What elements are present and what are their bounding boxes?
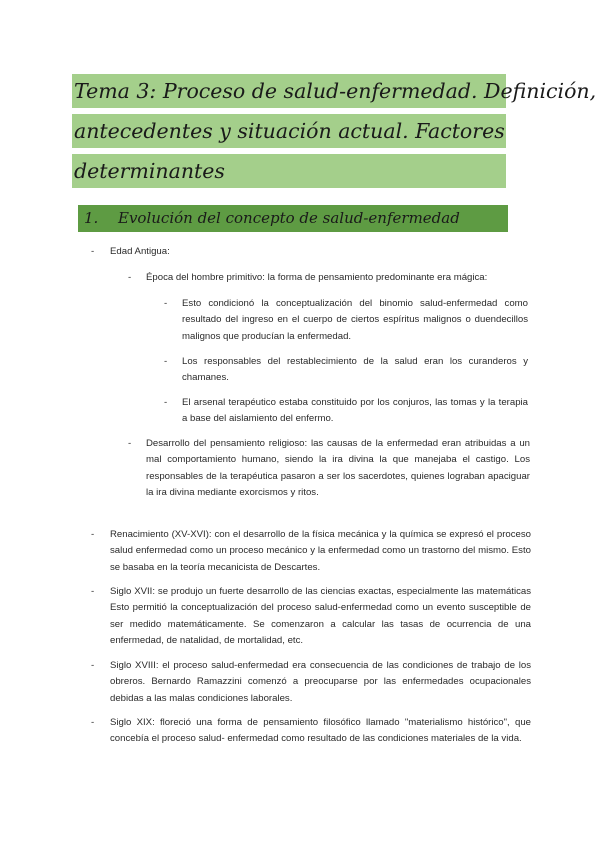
list-item-sub2 [164,354,528,387]
title-line-3: determinantes [72,154,506,188]
bullet-dash: - [164,298,168,309]
document-title [72,74,597,194]
section-label: Evolución del concepto de salud-enfermedad [118,209,460,227]
bullet-dash: - [91,717,95,728]
list-item-text: Edad Antigua: [110,246,170,257]
list-item-text: Desarrollo del pensamiento religioso: las causas de la enfermedad eran atribuidas a un mal comportamiento humano, siendo la ira divina la que manejaba el castigo. Los responsables de la terapéutica pasaron a ser los sacerdotes, quienes lograban apaciguar la ira divina mediante exorcismos y ritos. [146,438,530,499]
list-item-text: Siglo XVII: se produjo un fuerte desarrollo de las ciencias exactas, especialmente las matemáticas Esto permitió la conceptualización del proceso salud-enfermedad como un evento susceptible de ser medido matemáticamente. Se comenzaron a calcular las tasas de ocurrencia de una enfermedad, de natalidad, de mortalidad, etc. [110,586,531,647]
bullet-dash: - [128,438,132,449]
list-item-sub1 [164,296,528,345]
list-item-text: Época del hombre primitivo: la forma de pensamiento predominante era mágica: [146,272,488,283]
list-item-edad-antigua [91,244,531,260]
list-item-text: Siglo XVIII: el proceso salud-enfermedad era consecuencia de las condiciones de trabajo de los obreros. Bernardo Ramazzini comenzó a preocuparse por las enfermedades ocupacionales debidas a las malas condiciones laborales. [110,660,531,704]
list-item-text: Renacimiento (XV-XVI): con el desarrollo de la física mecánica y la química se expresó el proceso salud enfermedad como un proceso mecánico y la enfermedad como un trastorno del mismo. Esto se basaba en la teoría mecanicista de Descartes. [110,529,531,573]
list-item-epoca-primitivo [128,270,530,286]
list-item-text: Los responsables del restablecimiento de la salud eran los curanderos y chamanes. [182,356,528,384]
bullet-dash: - [91,529,95,540]
bullet-dash: - [164,397,168,408]
section-heading [78,205,508,232]
list-item-sub3 [164,395,528,428]
list-item-renacimiento [91,527,531,576]
section-number: 1. [84,209,99,227]
bullet-dash: - [91,246,95,257]
list-item-siglo19 [91,715,531,748]
bullet-dash: - [128,272,132,283]
list-item-text: El arsenal terapéutico estaba constituido por los conjuros, las tomas y la terapia a base del aislamiento del enfermo. [182,397,528,425]
list-item-siglo17 [91,584,531,650]
list-item-siglo18 [91,658,531,707]
list-item-text: Siglo XIX: floreció una forma de pensamiento filosófico llamado "materialismo histórico", que concebía el proceso salud- enfermedad como resultado de las condiciones materiales de la vida. [110,717,531,745]
list-item-text: Esto condicionó la conceptualización del binomio salud-enfermedad como resultado del ingreso en el cuerpo de ciertos espíritus malignos o duendecillos malignos que producían la enfermedad. [182,298,528,342]
bullet-dash: - [164,356,168,367]
bullet-dash: - [91,660,95,671]
bullet-dash: - [91,586,95,597]
list-item-religioso [128,436,530,502]
title-line-2: antecedentes y situación actual. Factores [72,114,506,148]
title-line-1: Tema 3: Proceso de salud-enfermedad. Definición, [72,74,506,108]
